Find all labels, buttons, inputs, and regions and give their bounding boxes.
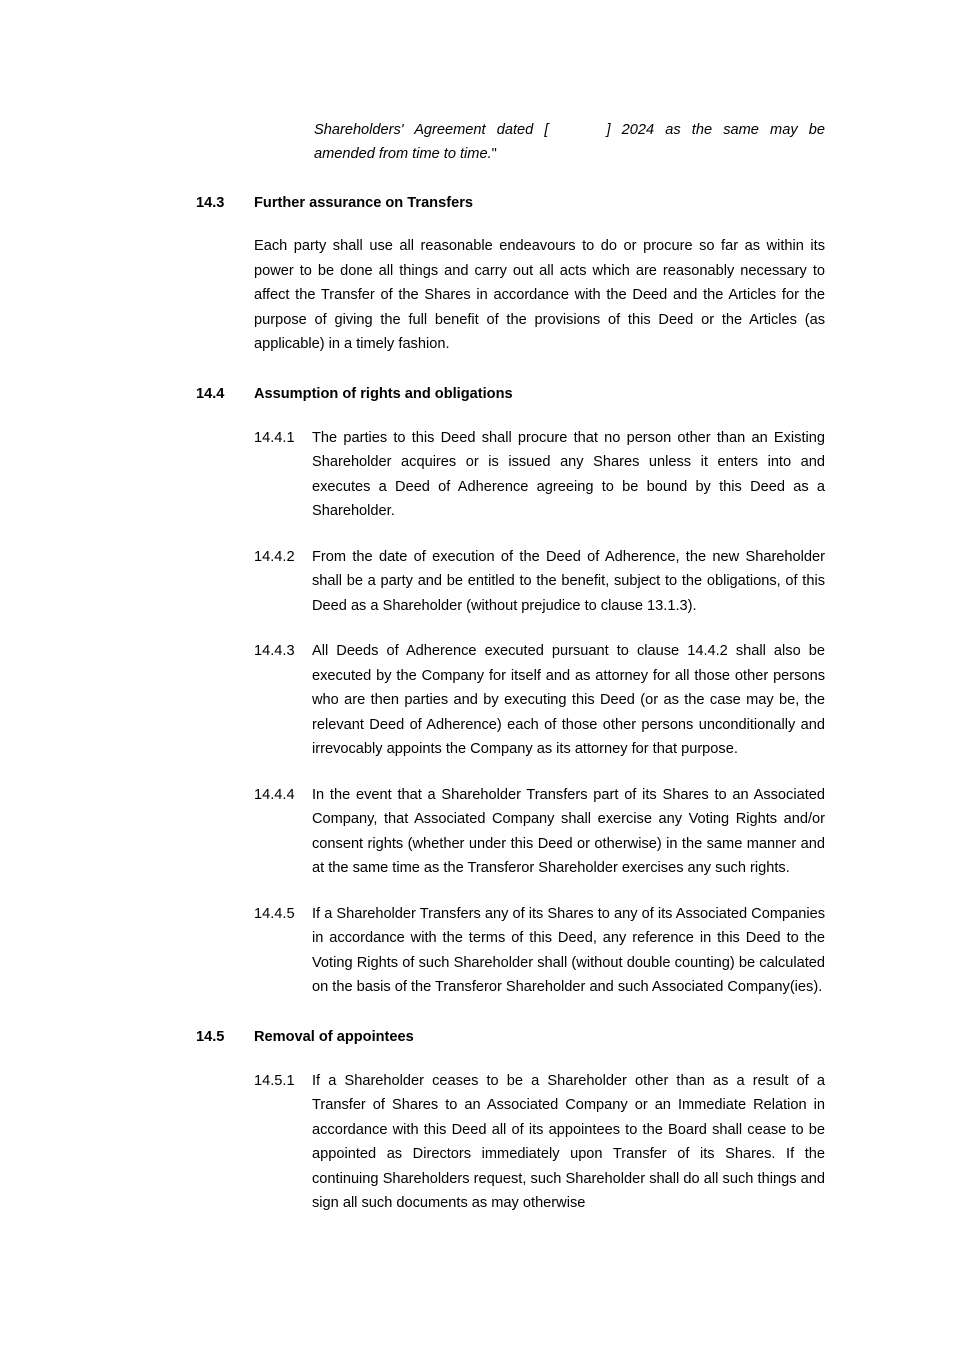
subclause-text: All Deeds of Adherence executed pursuant to clause 14.4.2 shall also be executed by the Company for itself and as attorney for all those other persons who are then parties and by executing this Deed (or as the case may be, the relevant Deed of Adherence) each of those other persons unconditionally and irrevocably appoints the Company as its attorney for that purpose. bbox=[312, 643, 825, 757]
clause-title: Removal of appointees bbox=[254, 1028, 414, 1045]
subclause-text: In the event that a Shareholder Transfers part of its Shares to an Associated Company, that Associated Company shall exercise any Voting Rights and/or consent rights (whether under this Deed or otherwise) in the same manner and at the same time as the Transferor Shareholder exercises any such rights. bbox=[312, 786, 825, 876]
subclause-14-4-5 bbox=[254, 902, 825, 1000]
subclause-14-4-4 bbox=[254, 783, 825, 881]
quote-lead-text: Shareholders' Agreement dated [ bbox=[314, 122, 549, 138]
clause-title: Assumption of rights and obligations bbox=[254, 385, 513, 402]
subclause-number: 14.4.5 bbox=[254, 905, 295, 922]
clause-heading-14-4 bbox=[196, 383, 825, 405]
quote-tail-text: ] 2024 as the same may be amended from time to time. bbox=[314, 122, 825, 162]
subclause-text: The parties to this Deed shall procure that no person other than an Existing Shareholder acquires or is issued any Shares unless it enters into and executes a Deed of Adherence agreeing to be bound by this Deed as a Shareholder. bbox=[312, 429, 825, 519]
quoted-definition bbox=[314, 118, 825, 166]
clause-number: 14.5 bbox=[196, 1028, 225, 1045]
subclause-text: If a Shareholder Transfers any of its Shares to any of its Associated Companies in accordance with the terms of this Deed, any reference in this Deed to the Voting Rights of such Shareholder shall (without double counting) be calculated on the basis of the Transferor Shareholder and such Associated Company(ies). bbox=[312, 905, 825, 995]
subclause-14-5-1 bbox=[254, 1069, 825, 1216]
subclause-14-4-1 bbox=[254, 426, 825, 524]
subclause-number: 14.4.4 bbox=[254, 786, 295, 803]
subclause-number: 14.4.1 bbox=[254, 429, 295, 446]
subclause-text: From the date of execution of the Deed of Adherence, the new Shareholder shall be a party and be entitled to the benefit, subject to the obligations, of this Deed as a Shareholder (without prejudice to clause 13.1.3). bbox=[312, 548, 825, 614]
subclause-14-4-2 bbox=[254, 545, 825, 619]
subclause-14-4-3 bbox=[254, 639, 825, 762]
closing-quotation-mark: " bbox=[491, 146, 497, 162]
clause-number: 14.3 bbox=[196, 195, 225, 211]
clause-number: 14.4 bbox=[196, 385, 225, 402]
clause-heading-14-3 bbox=[196, 192, 825, 214]
subclause-number: 14.5.1 bbox=[254, 1072, 295, 1089]
clause-heading-14-5 bbox=[196, 1026, 825, 1048]
clause-title: Further assurance on Transfers bbox=[254, 195, 473, 211]
subclause-number: 14.4.3 bbox=[254, 643, 295, 659]
subclause-text: If a Shareholder ceases to be a Shareholder other than as a result of a Transfer of Shares to an Associated Company or an Immediate Relation in accordance with this Deed all of its appointees to the Board shall cease to be appointed as Directors immediately upon Transfer of its Shares. If the continuing Shareholders request, such Shareholder shall do all such things and sign all such documents as may otherwise bbox=[312, 1072, 825, 1211]
subclause-number: 14.4.2 bbox=[254, 548, 295, 565]
clause-body-14-3: Each party shall use all reasonable endeavours to do or procure so far as within its power to be done all things and carry out all acts which are reasonably necessary to affect the Transfer of the Shares in accordance with the Deed and the Articles for the purpose of giving the full benefit of the provisions of this Deed or the Articles (as applicable) in a timely fashion. bbox=[254, 238, 825, 352]
